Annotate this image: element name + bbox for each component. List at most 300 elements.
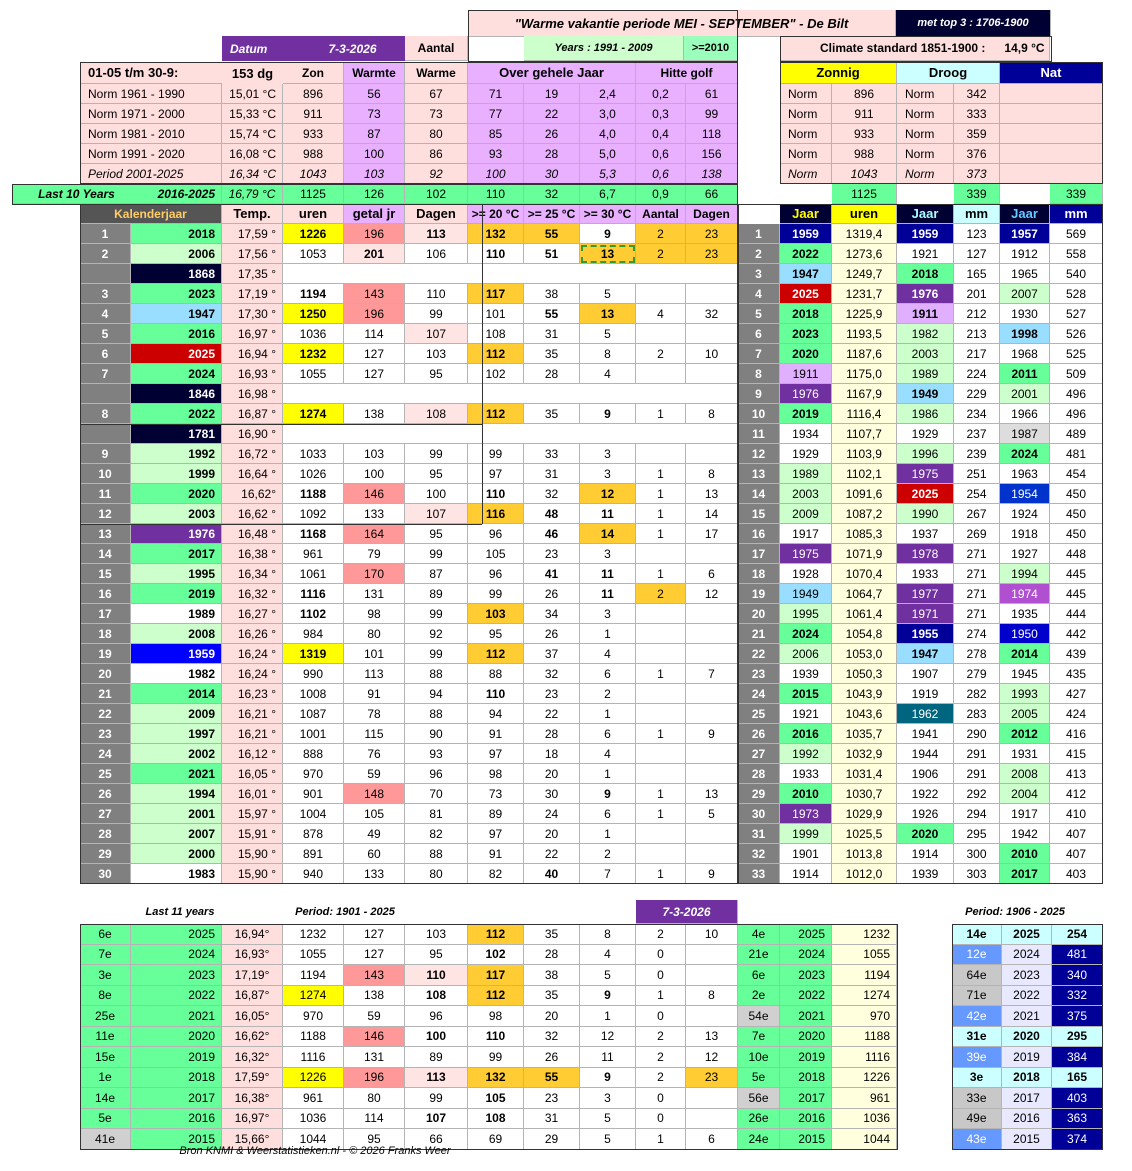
wet-mm: 454 [1050,464,1103,484]
days-30: 14 [580,524,636,544]
rank-number: 14 [80,544,131,564]
warme-cell: 106 [405,244,468,264]
bottom-rain-mm: 295 [1052,1027,1103,1048]
year-cell: 1959 [131,644,222,664]
heatwave-count: 2 [636,584,686,604]
wet-mm: 525 [1050,344,1103,364]
bottom-warmte: 127 [344,945,405,966]
heatwave-count [636,544,686,564]
days-20: 91 [468,724,524,744]
rank-number: 16 [80,584,131,604]
sunny-year: 2015 [780,684,832,704]
dry-mm: 234 [954,404,1000,424]
bottom-sun-year: 2019 [780,1047,832,1068]
norm-dagen: 99 [686,104,738,124]
col-header-getal: getal jr [344,204,405,224]
bottom-year: 2022 [131,986,222,1007]
norm-d25: 28 [524,144,580,164]
norm-droog-value: 342 [954,84,1000,104]
warme-cell: 99 [405,604,468,624]
days-20: 89 [468,804,524,824]
norm-d30: 5,3 [580,164,636,184]
days-25: 23 [524,684,580,704]
dry-mm: 278 [954,644,1000,664]
days-20: 97 [468,744,524,764]
temp-cell: 17,30 ° [222,304,283,324]
warmte-cell: 113 [344,664,405,684]
norm-zon-value: 1043 [832,164,897,184]
sun-hours: 1033 [283,444,344,464]
temp-cell: 16,48 ° [222,524,283,544]
warmte-cell: 143 [344,284,405,304]
warme-cell: 95 [405,464,468,484]
temp-cell: 17,59 ° [222,224,283,244]
wet-mm: 427 [1050,684,1103,704]
warme-cell: 89 [405,584,468,604]
norm-temp: 15,33 °C [222,104,283,124]
bottom-rank: 7e [80,945,131,966]
bottom-aantal: 2 [636,1047,686,1068]
bottom-rain-mm: 384 [1052,1047,1103,1068]
sunny-year: 1928 [780,564,832,584]
dry-mm: 201 [954,284,1000,304]
sun-hours: 1319 [283,644,344,664]
wet-year: 2005 [1000,704,1050,724]
warmte-cell: 133 [344,864,405,884]
dry-mm: 229 [954,384,1000,404]
temp-cell: 16,05 ° [222,764,283,784]
year-cell: 1976 [131,524,222,544]
right-rank: 25 [738,704,780,724]
wet-mm: 424 [1050,704,1103,724]
col-header-mm1: mm [954,204,1000,224]
bottom-warmte: 146 [344,1027,405,1048]
days-20: 73 [468,784,524,804]
heatwave-days [686,744,738,764]
dry-mm: 127 [954,244,1000,264]
days-30: 4 [580,744,636,764]
norm-nat-empty [1000,124,1103,144]
wet-mm: 569 [1050,224,1103,244]
temp-cell: 16,24 ° [222,664,283,684]
dry-mm: 213 [954,324,1000,344]
sunny-year: 2009 [780,504,832,524]
bottom-d25: 35 [524,986,580,1007]
period-label: 01-05 t/m 30-9: [80,62,283,84]
period2-title: Period: 1906 - 2025 [965,905,1065,918]
bottom-uren: 961 [283,1088,344,1109]
col-header-d20: >= 20 °C [468,204,524,224]
days-20: 110 [468,484,524,504]
sun-hours: 901 [283,784,344,804]
bottom-d30: 11 [580,1047,636,1068]
norm-label: Norm 1991 - 2020 [80,144,222,164]
wet-mm: 412 [1050,784,1103,804]
datum-value: 7-3-2026 [300,36,405,61]
sunny-year: 1973 [780,804,832,824]
sunny-year: 2018 [780,304,832,324]
heatwave-days [686,644,738,664]
warme-cell: 81 [405,804,468,824]
norm-aantal: 0,2 [636,84,686,104]
warme-cell: 99 [405,644,468,664]
bottom-rank: 41e [80,1129,131,1150]
dry-mm: 291 [954,764,1000,784]
year-cell: 2020 [131,484,222,504]
sunny-year: 1921 [780,704,832,724]
days-25: 46 [524,524,580,544]
bottom-year: 2015 [131,1129,222,1150]
rank-number: 2 [80,244,131,264]
bottom-sun-rank: 56e [738,1088,780,1109]
last10-temp: 16,79 °C [222,184,283,204]
title-top3: met top 3 : 1706-1900 [896,10,1051,37]
warmte-cell: 127 [344,364,405,384]
heatwave-days [686,764,738,784]
bottom-rank: 5e [80,1109,131,1130]
rank-number: 25 [80,764,131,784]
dry-mm: 271 [954,564,1000,584]
wet-year: 1931 [1000,744,1050,764]
dry-mm: 300 [954,844,1000,864]
right-rank: 18 [738,564,780,584]
sun-hours: 1194 [283,284,344,304]
days-25: 23 [524,544,580,564]
rank-number: 15 [80,564,131,584]
last10-d25: 32 [524,184,580,204]
year-cell: 2016 [131,324,222,344]
days-25: 20 [524,824,580,844]
bottom-rain-rank: 39e [952,1047,1002,1068]
days-25: 30 [524,784,580,804]
climate-value: 14,9 °C [1000,36,1050,61]
right-rank: 8 [738,364,780,384]
heatwave-count [636,704,686,724]
dry-year: 2025 [897,484,954,504]
temp-cell: 15,90 ° [222,844,283,864]
heatwave-days: 9 [686,724,738,744]
bottom-d30: 9 [580,986,636,1007]
days-30: 11 [580,584,636,604]
wet-mm: 558 [1050,244,1103,264]
bottom-uren: 1055 [283,945,344,966]
rank-number: 4 [80,304,131,324]
bottom-dagen [686,1006,738,1027]
days-20: 95 [468,624,524,644]
bottom-rain-rank: 49e [952,1109,1002,1130]
days-25: 38 [524,284,580,304]
dry-year: 1933 [897,564,954,584]
norm-aantal: 0,3 [636,104,686,124]
col-header-jaar1: Jaar [780,204,832,224]
bottom-rain-rank: 42e [952,1006,1002,1027]
year-cell: 2022 [131,404,222,424]
norm-droog-label: Norm [897,164,954,184]
sunny-year: 1929 [780,444,832,464]
sun-hours: 984 [283,624,344,644]
empty-historic [283,384,738,404]
heatwave-count [636,364,686,384]
rank-number: 22 [80,704,131,724]
bottom-sun-hours: 1194 [832,965,897,986]
bottom-d20: 108 [468,1109,524,1130]
norm-aantal: 0,6 [636,164,686,184]
wet-year: 2008 [1000,764,1050,784]
rank-number: 12 [80,504,131,524]
days-30: 3 [580,544,636,564]
zonnig-header: Zonnig [780,62,897,84]
dry-mm: 295 [954,824,1000,844]
warmte-cell: 98 [344,604,405,624]
days-30: 2 [580,684,636,704]
norm-zon: 911 [283,104,344,124]
dry-mm: 237 [954,424,1000,444]
dry-year: 1922 [897,784,954,804]
bottom-rain-rank: 14e [952,924,1002,945]
bottom-rain-year: 2018 [1002,1068,1052,1089]
bottom-sun-rank: 54e [738,1006,780,1027]
bottom-d20: 102 [468,945,524,966]
year-cell: 2002 [131,744,222,764]
rank-number: 19 [80,644,131,664]
bottom-warmte: 196 [344,1068,405,1089]
days-25: 48 [524,504,580,524]
days-30: 3 [580,604,636,624]
last10-d20: 110 [468,184,524,204]
days-30: 2 [580,844,636,864]
warme-cell: 95 [405,364,468,384]
right-rank: 31 [738,824,780,844]
heatwave-days [686,284,738,304]
last10-label: Last 10 Years [12,184,142,204]
wet-year: 2012 [1000,724,1050,744]
bottom-warmte: 59 [344,1006,405,1027]
bottom-year: 2020 [131,1027,222,1048]
dry-mm: 217 [954,344,1000,364]
sun-hours: 1168 [283,524,344,544]
bottom-d20: 112 [468,986,524,1007]
warme-cell: 99 [405,304,468,324]
days-30: 4 [580,364,636,384]
sunny-year: 1959 [780,224,832,244]
warmte-cell: 91 [344,684,405,704]
days-30: 9 [580,784,636,804]
sunny-year: 1911 [780,364,832,384]
temp-cell: 16,98 ° [222,384,283,404]
wet-mm: 450 [1050,524,1103,544]
bottom-temp: 15,66° [222,1129,283,1150]
norm-nat-empty [1000,164,1103,184]
days-25: 33 [524,444,580,464]
sunny-hours: 1175,0 [832,364,897,384]
days-20: 94 [468,704,524,724]
heatwave-days [686,824,738,844]
warmte-cell: 170 [344,564,405,584]
sunny-hours: 1061,4 [832,604,897,624]
norm-d20: 71 [468,84,524,104]
bottom-temp: 16,38° [222,1088,283,1109]
days-25: 55 [524,224,580,244]
warme-cell: 90 [405,724,468,744]
wet-year: 1924 [1000,504,1050,524]
rank-number: 17 [80,604,131,624]
norm-warme: 86 [405,144,468,164]
dry-year: 1921 [897,244,954,264]
bottom-rain-year: 2019 [1002,1047,1052,1068]
days-30: 13 [580,304,636,324]
sunny-hours: 1013,8 [832,844,897,864]
bottom-d20: 117 [468,965,524,986]
bottom-rain-mm: 340 [1052,965,1103,986]
norm-zon: 896 [283,84,344,104]
col-header-uren: uren [283,204,344,224]
days-20: 97 [468,464,524,484]
wet-year: 1966 [1000,404,1050,424]
bottom-d20: 110 [468,1027,524,1048]
rank-number: 27 [80,804,131,824]
rank-number: 29 [80,844,131,864]
bottom-uren: 1188 [283,1027,344,1048]
rank-number: 28 [80,824,131,844]
wet-mm: 528 [1050,284,1103,304]
bottom-d20: 98 [468,1006,524,1027]
bottom-sun-hours: 1188 [832,1027,897,1048]
sunny-year: 2010 [780,784,832,804]
bottom-year: 2024 [131,945,222,966]
bottom-rain-year: 2025 [1002,924,1052,945]
bottom-aantal: 0 [636,1006,686,1027]
warmte-cell: 164 [344,524,405,544]
dry-year: 2003 [897,344,954,364]
warme-cell: 82 [405,824,468,844]
days-25: 31 [524,324,580,344]
sun-hours: 1226 [283,224,344,244]
days-25: 37 [524,644,580,664]
heatwave-count: 2 [636,244,686,264]
last10-dagen: 66 [686,184,738,204]
days-30: 9 [580,224,636,244]
sun-hours: 940 [283,864,344,884]
year-cell: 2007 [131,824,222,844]
warmte-cell: 60 [344,844,405,864]
days-30: 5 [580,324,636,344]
last10-warme: 102 [405,184,468,204]
dry-year: 1959 [897,224,954,244]
wet-year: 2014 [1000,644,1050,664]
dry-mm: 291 [954,744,1000,764]
bottom-dagen [686,945,738,966]
sunny-hours: 1070,4 [832,564,897,584]
heatwave-count [636,844,686,864]
wet-mm: 444 [1050,604,1103,624]
norm-label: Period 2001-2025 [80,164,222,184]
heatwave-days: 32 [686,304,738,324]
bottom-rain-year: 2024 [1002,945,1052,966]
wet-mm: 435 [1050,664,1103,684]
sunny-hours: 1273,6 [832,244,897,264]
bottom-aantal: 2 [636,1027,686,1048]
bottom-rain-mm: 254 [1052,924,1103,945]
heatwave-days: 6 [686,564,738,584]
wet-year: 2017 [1000,864,1050,884]
sunny-hours: 1193,5 [832,324,897,344]
bottom-temp: 17,59° [222,1068,283,1089]
bottom-rain-mm: 332 [1052,986,1103,1007]
bottom-dagen: 6 [686,1129,738,1150]
right-rank: 20 [738,604,780,624]
wet-year: 1935 [1000,604,1050,624]
bottom-temp: 16,87° [222,986,283,1007]
days-30: 5 [580,284,636,304]
norm-d20: 100 [468,164,524,184]
bottom-temp: 16,05° [222,1006,283,1027]
dry-year: 1977 [897,584,954,604]
bottom-temp: 16,97° [222,1109,283,1130]
heatwave-days: 8 [686,404,738,424]
dry-year: 1911 [897,304,954,324]
days-25: 51 [524,244,580,264]
last10-warmte: 126 [344,184,405,204]
days-30: 11 [580,504,636,524]
bottom-aantal: 0 [636,1088,686,1109]
norm-temp: 15,74 °C [222,124,283,144]
warmte-cell: 138 [344,404,405,424]
sunny-hours: 1031,4 [832,764,897,784]
temp-cell: 16,21 ° [222,704,283,724]
bottom-warme: 95 [405,945,468,966]
bottom-warmte: 114 [344,1109,405,1130]
wet-mm: 403 [1050,864,1103,884]
bottom-d25: 26 [524,1047,580,1068]
heatwave-days [686,544,738,564]
bottom-datum: 7-3-2026 [636,900,738,924]
col-header-d25: >= 25 °C [524,204,580,224]
dry-year: 1944 [897,744,954,764]
days-25: 28 [524,364,580,384]
heatwave-count: 1 [636,464,686,484]
heatwave-count [636,324,686,344]
wet-year: 2001 [1000,384,1050,404]
bottom-rain-rank: 71e [952,986,1002,1007]
norm-label: Norm 1981 - 2010 [80,124,222,144]
norm-temp: 16,08 °C [222,144,283,164]
days-20: 99 [468,444,524,464]
bottom-sun-year: 2021 [780,1006,832,1027]
norm-droog-label: Norm [897,84,954,104]
col-header-dagen: Dagen [405,204,468,224]
warme-cell: 108 [405,404,468,424]
dry-year: 1989 [897,364,954,384]
wet-mm: 526 [1050,324,1103,344]
dry-mm: 271 [954,604,1000,624]
bottom-d25: 35 [524,924,580,945]
bottom-d25: 32 [524,1027,580,1048]
heatwave-days [686,364,738,384]
bottom-year: 2021 [131,1006,222,1027]
sunny-hours: 1103,9 [832,444,897,464]
sunny-hours: 1107,7 [832,424,897,444]
bottom-warme: 110 [405,965,468,986]
year-cell: 2018 [131,224,222,244]
bottom-temp: 16,93° [222,945,283,966]
wet-year: 1957 [1000,224,1050,244]
sun-hours: 970 [283,764,344,784]
wet-mm: 407 [1050,824,1103,844]
right-rank: 16 [738,524,780,544]
days-20: 101 [468,304,524,324]
days-30: 11 [580,564,636,584]
bottom-warme: 103 [405,924,468,945]
